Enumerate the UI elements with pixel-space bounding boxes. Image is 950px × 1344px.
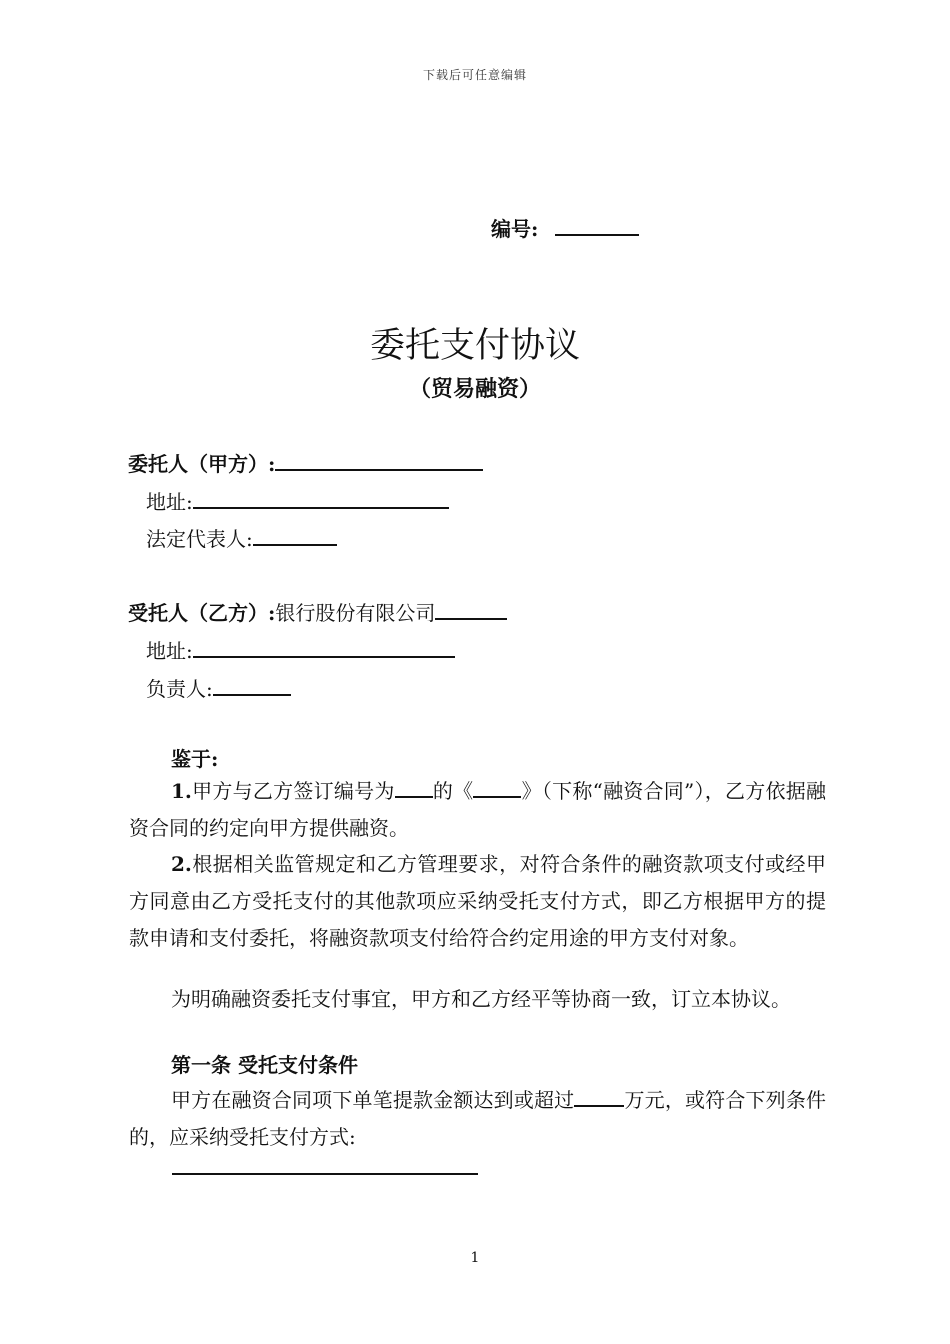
whereas-item-1 — [129, 773, 826, 847]
party-b-address-label: 地址: — [146, 639, 193, 663]
serial-blank — [555, 213, 639, 236]
header-note: 下载后可任意编辑 — [422, 68, 527, 82]
party-b-rep-blank — [213, 673, 291, 696]
whereas-item-2-num: 2. — [171, 852, 192, 876]
article-1-heading: 第一条 受托支付条件 — [171, 1053, 358, 1077]
whereas-item-1-text-a: 甲方与乙方签订编号为 — [191, 779, 395, 803]
article-1-text-a: 甲方在融资合同项下单笔提款金额达到或超过 — [171, 1088, 575, 1112]
page-number: 1 — [470, 1250, 480, 1266]
party-a-rep-label: 法定代表人: — [146, 527, 253, 551]
contract-name-blank — [473, 775, 521, 798]
party-b-rep-line — [146, 673, 291, 702]
party-b-address-blank — [193, 635, 455, 658]
party-a-address-blank — [193, 486, 449, 509]
party-a-address-line — [146, 486, 449, 515]
serial-label: 编号: — [491, 217, 539, 241]
whereas-purpose: 为明确融资委托支付事宜，甲方和乙方经平等协商一致，订立本协议。 — [171, 987, 791, 1011]
whereas-item-1-text-b: 的《 — [432, 779, 474, 803]
serial-number-line — [491, 213, 639, 242]
article-1-text — [129, 1082, 826, 1156]
party-b-blank — [435, 597, 507, 620]
whereas-item-1-num: 1. — [171, 779, 192, 803]
party-b-name: 银行股份有限公司 — [275, 601, 436, 625]
party-a-rep-line — [146, 523, 337, 552]
party-b-address-line — [146, 635, 455, 664]
whereas-item-1-text-c: 》（下称“融资合同”），乙方依据融资合同的约定向甲方提供融资。 — [129, 779, 827, 840]
party-a-blank — [275, 448, 483, 471]
party-b-line — [128, 597, 507, 626]
document-title: 委托支付协议 — [369, 326, 580, 366]
whereas-item-2 — [129, 846, 826, 957]
article-1-text-b: 万元，或符合下列条件的，应采纳受托支付方式: — [129, 1088, 827, 1149]
party-a-address-label: 地址: — [146, 490, 193, 514]
condition-blank-line — [172, 1173, 478, 1175]
whereas-heading: 鉴于: — [171, 747, 219, 771]
whereas-item-2-text: 根据相关监管规定和乙方管理要求，对符合条件的融资款项支付或经甲方同意由乙方受托支付的其他款项应采纳受托支付方式，即乙方根据甲方的提款申请和支付委托，将融资款项支付给符合约定用途的甲方支付对象。 — [129, 852, 826, 950]
document-subtitle: （贸易融资） — [408, 376, 541, 402]
party-b-rep-label: 负责人: — [146, 677, 213, 701]
amount-blank — [574, 1084, 624, 1107]
party-a-rep-blank — [253, 523, 337, 546]
party-a-line — [128, 448, 483, 477]
contract-number-blank — [395, 775, 433, 798]
party-a-label: 委托人（甲方）: — [128, 452, 276, 476]
party-b-label: 受托人（乙方）: — [128, 601, 276, 625]
